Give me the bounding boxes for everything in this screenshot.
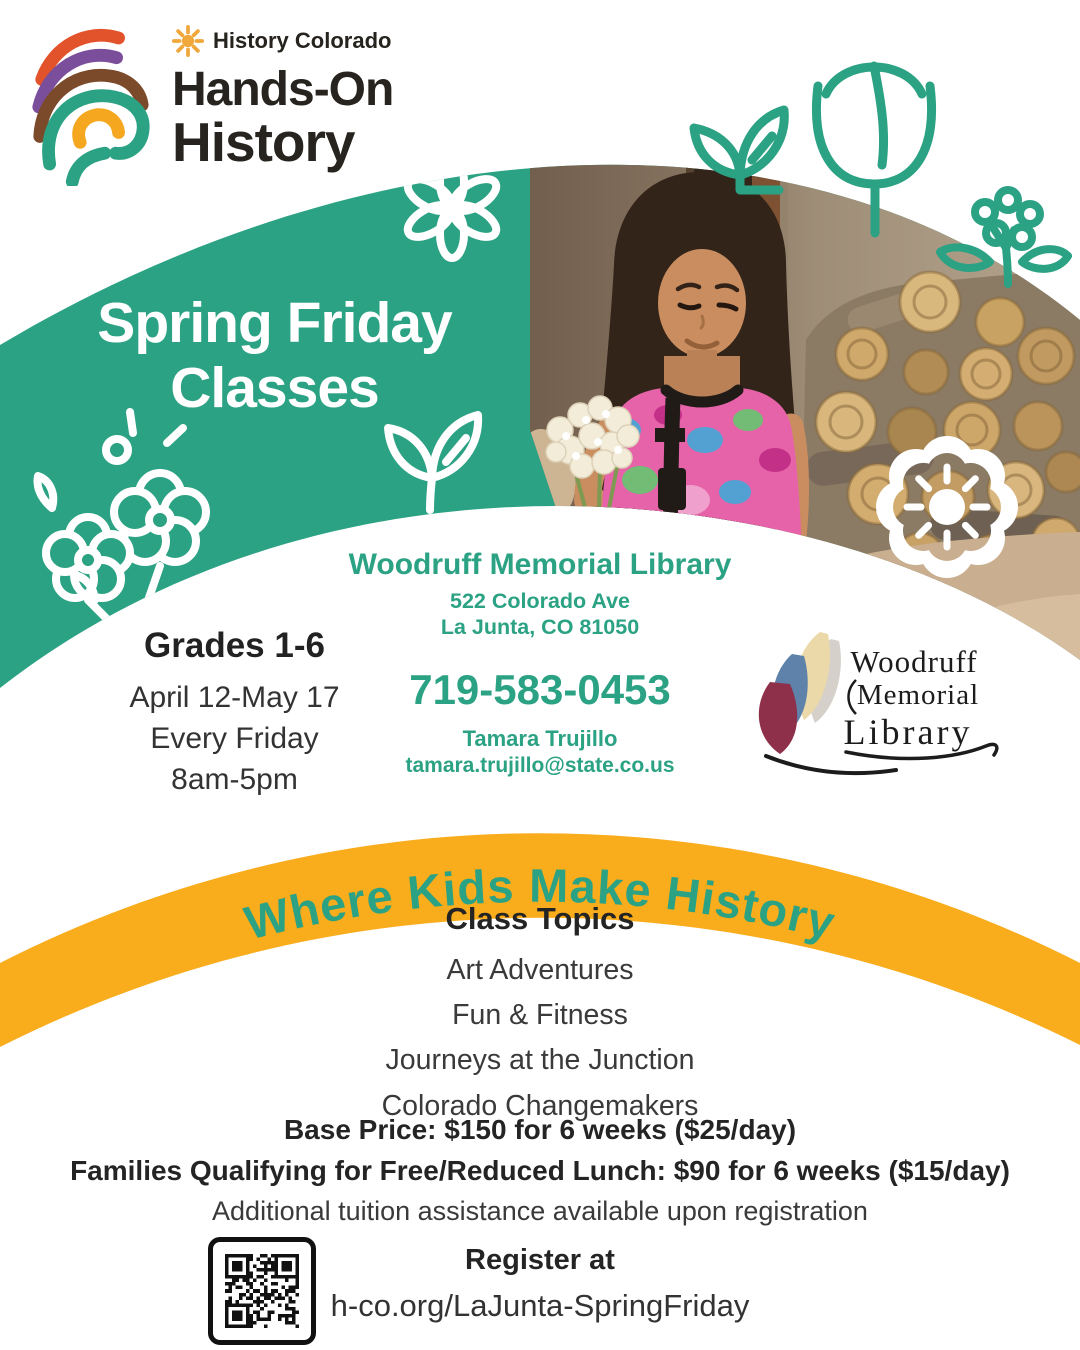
contact-email: tamara.trujillo@state.co.us (405, 754, 675, 777)
banner-text: Where Kids Make History (239, 858, 841, 950)
grades: Grades 1-6 (144, 626, 325, 665)
hero-title-line1: Spring Friday (97, 291, 452, 355)
class-topics-block (0, 901, 1080, 1134)
assistance-note: Additional tuition assistance available upon registration (212, 1196, 868, 1226)
register-block (0, 1238, 1080, 1324)
org-name: History Colorado (213, 28, 392, 53)
hero-title-line2: Classes (170, 355, 379, 420)
sun-icon (172, 24, 204, 58)
program-logo-block (26, 16, 393, 186)
topics-heading: Class Topics (445, 901, 635, 936)
register-url: h-co.org/LaJunta-SpringFriday (330, 1288, 750, 1323)
fingerprint-swirl-icon (26, 16, 154, 186)
program-logo-text (172, 16, 393, 186)
day: Every Friday (150, 721, 319, 755)
hero-title (22, 291, 527, 421)
pricing-block (0, 1114, 1080, 1227)
topic-item: Journeys at the Junction (385, 1044, 695, 1077)
contact-name: Tamara Trujillo (462, 726, 618, 751)
org-row (172, 24, 393, 58)
library-logo (756, 628, 1006, 786)
dates: April 12-May 17 (129, 681, 340, 714)
library-logo-line3: Library (843, 712, 973, 752)
program-title-line1: Hands-On (172, 63, 394, 116)
address-line1: 522 Colorado Ave (449, 589, 631, 613)
time: 8am-5pm (171, 762, 298, 796)
qr-code (208, 1237, 316, 1345)
berry-branch-icon (940, 190, 1068, 284)
reduced-price: Families Qualifying for Free/Reduced Lunch: $90 for 6 weeks ($15/day) (70, 1155, 1010, 1186)
topic-item: Fun & Fitness (452, 999, 628, 1032)
register-label: Register at (465, 1244, 615, 1276)
phone-number: 719-583-0453 (409, 666, 671, 713)
logo-leaf-maroon (759, 682, 797, 754)
address-line2: La Junta, CO 81050 (440, 614, 640, 639)
topic-item: Colorado Changemakers (381, 1089, 699, 1122)
library-logo-line2: Memorial (856, 679, 980, 711)
base-price: Base Price: $150 for 6 weeks ($25/day) (283, 1114, 797, 1145)
topic-item: Art Adventures (446, 954, 634, 986)
library-name: Woodruff Memorial Library (348, 548, 732, 581)
program-title-line2: History (172, 110, 355, 173)
library-logo-line1: Woodruff (850, 644, 978, 679)
